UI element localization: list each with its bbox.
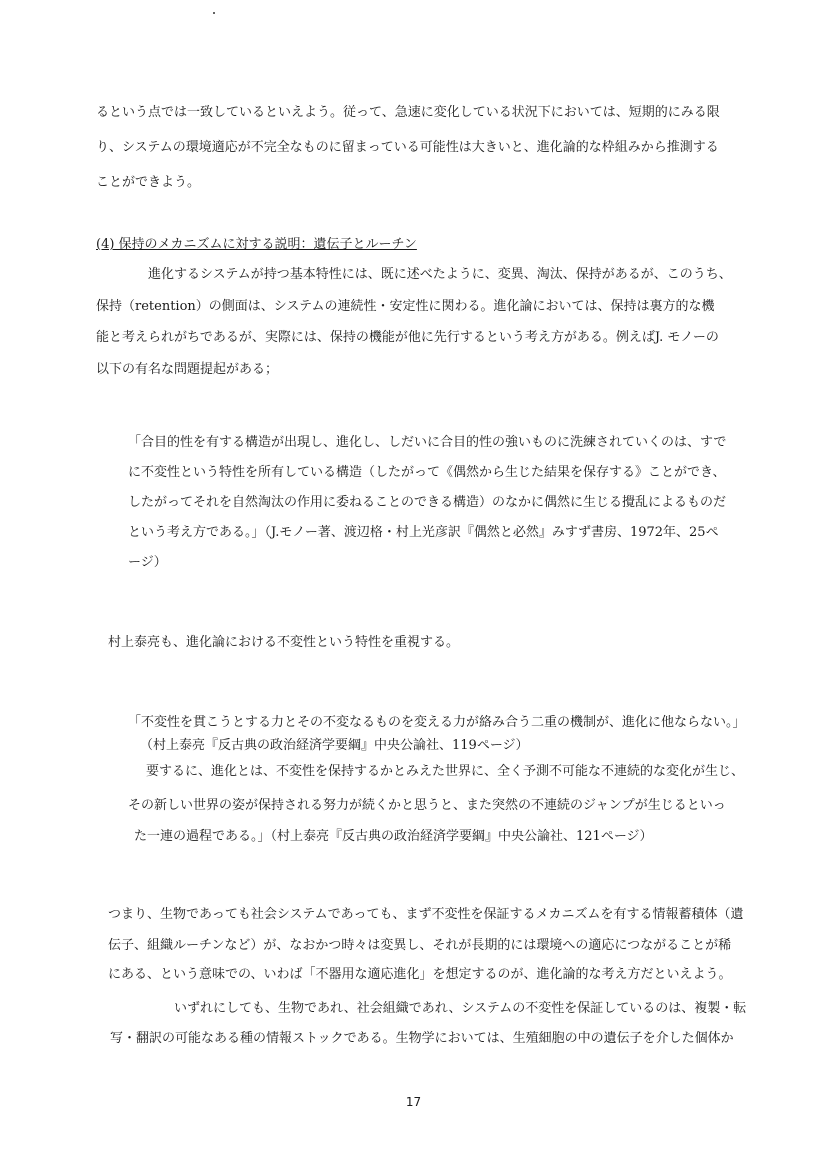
quote-2-line-3: 要するに、進化とは、不変性を保持するかとみえた世界に、全く予測不可能な不連続的な変化が生じ、 [146, 764, 745, 779]
paragraph-4-line-2: 伝子、組織ルーチンなど）が、なおかつ時々は変異し、それが長期的には環境への適応につながることが稀 [108, 938, 732, 953]
paragraph-3: 村上泰亮も、進化論における不変性という特性を重視する。 [108, 635, 460, 650]
paragraph-5-line-1: いずれにしても、生物であれ、社会組織であれ、システムの不変性を保証しているのは、複製・転 [174, 1001, 747, 1016]
paragraph-2-line-3: 能と考えられがちであるが、実際には、保持の機能が他に先行するという考え方がある。例えばJ. モノーの [96, 330, 719, 345]
quote-2-line-4: その新しい世界の姿が保持される努力が続くかと思うと、また突然の不連続のジャンプが生じるといっ [128, 798, 726, 813]
quote-1-line-2: に不変性という特性を所有している構造（したがって《偶然から生じた結果を保存する》ことができ、 [128, 465, 726, 480]
quote-1-line-3: したがってそれを自然淘汰の作用に委ねることのできる構造）のなかに偶然に生じる攪乱によるものだ [128, 495, 727, 510]
paragraph-1-line-1: るという点では一致しているといえよう。従って、急速に変化している状況下においては、短期的にみる限 [96, 105, 720, 120]
section-heading: (4) 保持のメカニズムに対する説明：遺伝子とルーチン [96, 237, 417, 252]
quote-1-line-1: 「合目的性を有する構造が出現し、進化し、しだいに合目的性の強いものに洗練されていくのは、すで [128, 435, 727, 450]
paragraph-1-line-2: り、システムの環境適応が不完全なものに留まっている可能性は大きいと、進化論的な枠組みから推測する [96, 140, 719, 155]
quote-2-line-1: 「不変性を貫こうとする力とその不変なるものを変える力が絡み合う二重の機制が、進化に他ならない。」 [128, 715, 746, 730]
page-number: 17 [405, 1095, 422, 1109]
paragraph-1-line-3: ことができよう。 [96, 175, 201, 190]
scan-speck [213, 12, 215, 14]
quote-1-line-5: ージ） [128, 555, 167, 570]
paragraph-4-line-1: つまり、生物であっても社会システムであっても、まず不変性を保証するメカニズムを有する情報蓄積体（遺 [108, 907, 744, 922]
paragraph-5-line-2: 写・翻訳の可能なある種の情報ストックである。生物学においては、生殖細胞の中の遺伝子を介した個体か [110, 1031, 734, 1046]
quote-1-line-4: という考え方である。」（J.モノー著、渡辺格・村上光彦訳『偶然と必然』みすず書房、1972年、25ペ [128, 525, 719, 540]
paragraph-2-line-2: 保持（retention）の側面は、システムの連続性・安定性に関わる。進化論においては、保持は裏方的な機 [96, 299, 715, 314]
paragraph-2-line-1: 進化するシステムが持つ基本特性には、既に述べたように、変異、淘汰、保持があるが、このうち、 [148, 267, 732, 282]
paragraph-4-line-3: にある、という意味での、いわば「不器用な適応進化」を想定するのが、進化論的な考え方だといえよう。 [108, 967, 732, 982]
quote-2-line-5: た一連の過程である。」（村上泰亮『反古典の政治経済学要綱』中央公論社、121ページ） [134, 829, 653, 844]
paragraph-2-line-4: 以下の有名な問題提起がある； [96, 362, 279, 377]
quote-2-line-2: （村上泰亮『反古典の政治経済学要綱』中央公論社、119ページ） [140, 738, 529, 753]
